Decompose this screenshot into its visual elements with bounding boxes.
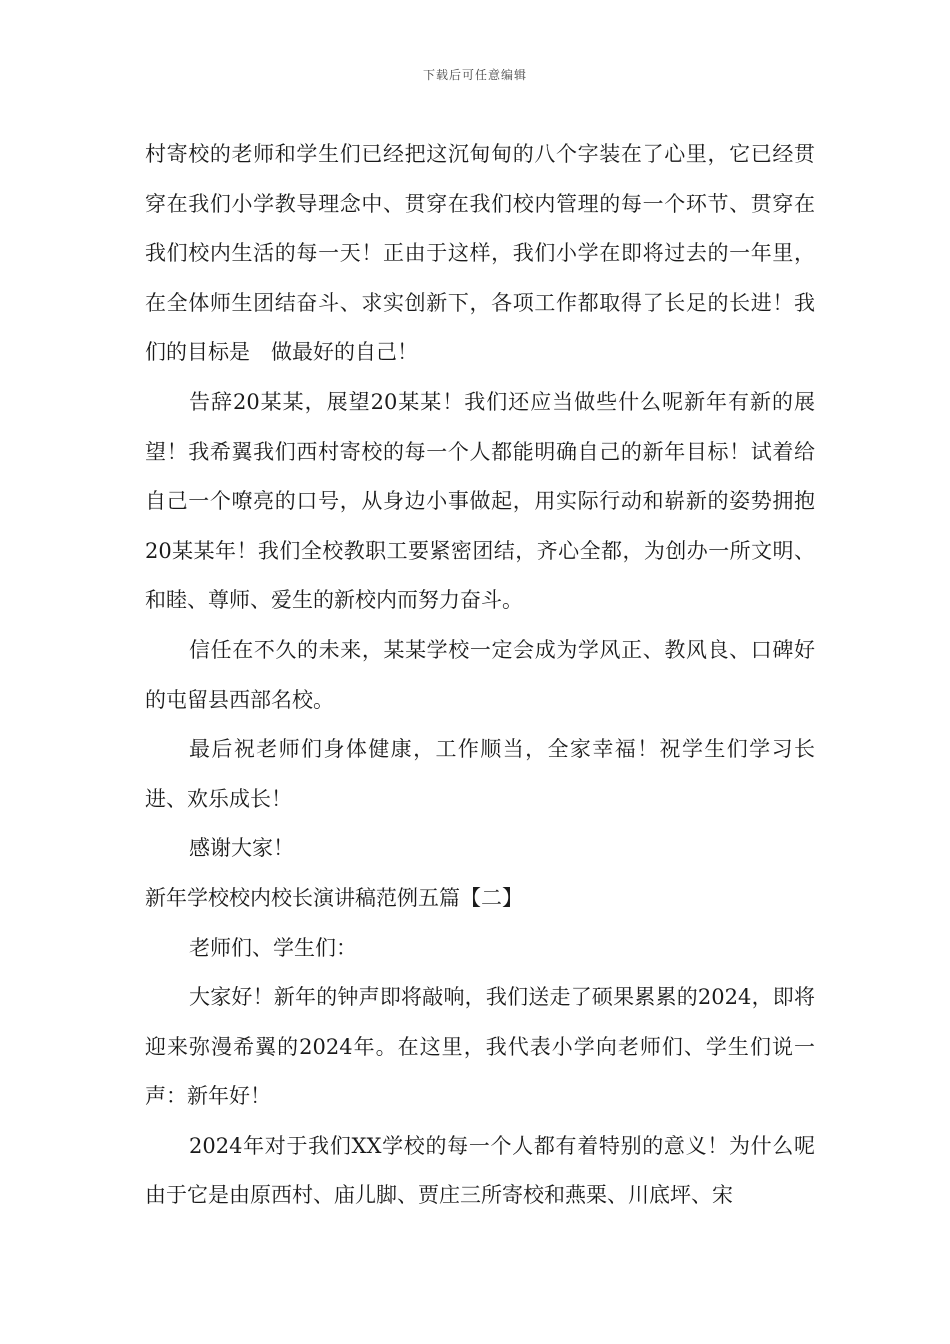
paragraph-school-significance: 2024年对于我们XX学校的每一个人都有着特别的意义！为什么呢由于它是由原西村、庙儿脚、贾庄三所寄校和燕栗、川底坪、宋 [145, 1133, 815, 1208]
paragraph-salutation: 老师们、学生们： [189, 935, 357, 960]
paragraph-thanks: 感谢大家！ [189, 836, 294, 861]
page-header: 下载后可任意编辑 [422, 68, 527, 82]
paragraph-future-school: 信任在不久的未来，某某学校一定会成为学风正、教风良、口碑好的屯留县西部名校。 [145, 637, 815, 712]
paragraph-new-year-outlook: 告辞20某某，展望20某某！我们还应当做些什么呢新年有新的展望！我希翼我们西村寄校的每一个人都能明确自己的新年目标！试着给自己一个嘹亮的口号，从身边小事做起，用实际行动和崭新的姿势拥抱20某某年！我们全校教职工要紧密团结，齐心全都，为创办一所文明、和睦、尊师、爱生的新校内而努力奋斗。 [145, 389, 815, 613]
section-heading: 新年学校校内校长演讲稿范例五篇【二】 [145, 885, 523, 910]
paragraph-greeting: 大家好！新年的钟声即将敲响，我们送走了硕果累累的2024，即将迎来弥漫希翼的2024年。在这里，我代表小学向老师们、学生们说一声：新年好！ [145, 985, 815, 1109]
paragraph-continuation: 村寄校的老师和学生们已经把这沉甸甸的八个字装在了心里，它已经贯穿在我们小学教导理念中、贯穿在我们校内管理的每一个环节、贯穿在我们校内生活的每一天！正由于这样，我们小学在即将过去的一年里，在全体师生团结奋斗、求实创新下，各项工作都取得了长足的长进！我们的目标是 做最好的自己！ [145, 142, 815, 365]
paragraph-wishes: 最后祝老师们身体健康，工作顺当，全家幸福！祝学生们学习长进、欢乐成长！ [145, 737, 815, 811]
document-body [145, 130, 815, 1221]
